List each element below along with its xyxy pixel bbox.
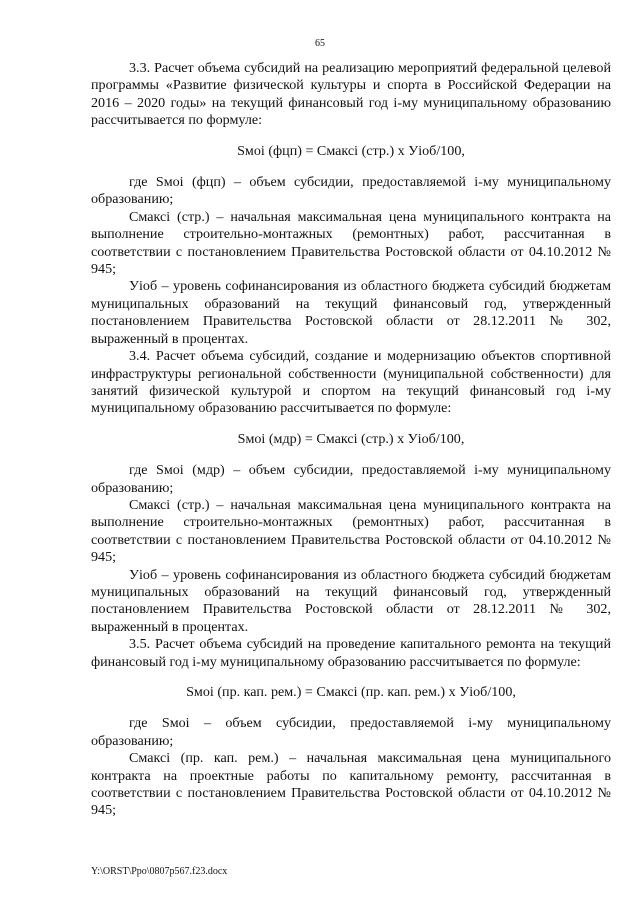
section-3-4-intro: 3.4. Расчет объема субсидий, создание и модернизацию объектов спортивной инфраструктуры региональной собственности (муниципальной собственности) для занятий физической культурой и спортом на текущий финансовый год i-му муниципальному образованию рассчитывается по формуле: — [91, 348, 611, 417]
definition-s-mdr: где Sмоі (мдр) – объем субсидии, предоставляемой i-му муниципальному образованию; — [91, 462, 611, 496]
definition-cmax-kap-rem: Смаксі (пр. кап. рем.) – начальная максимальная цена муниципального контракта на проектные работы по капитальному ремонту, рассчитанная в соответствии с постановлением Правительства Ростовской области от 04.10.2012 № 945; — [91, 750, 611, 819]
definition-cmax-mdr: Смаксі (стр.) – начальная максимальная цена муниципального контракта на выполнение строительно-монтажных (ремонтных) работ, рассчитанная в соответствии с постановлением Правительства Ростовской области от 04.10.2012 № 945; — [91, 496, 611, 566]
formula-kap-rem: Sмоі (пр. кап. рем.) = Смаксі (пр. кап. рем.) х Уіоб/100, — [186, 684, 516, 700]
definition-y-fcp: Уіоб – уровень софинансирования из областного бюджета субсидий бюджетам муниципальных образований на текущий финансовый год, утвержденный постановлением Правительства Ростовской области от 28.12.2011 № 302, выраженный в процентах. — [91, 278, 611, 347]
definition-s-fcp: где Sмоі (фцп) – объем субсидии, предоставляемой i-му муниципальному образованию; — [91, 174, 611, 208]
section-3-5-intro: 3.5. Расчет объема субсидий на проведение капитального ремонта на текущий финансовый год i-му муниципальному образованию рассчитывается по формуле: — [91, 636, 611, 670]
formula-fcp: Sмоі (фцп) = Смаксі (стр.) х Уіоб/100, — [237, 142, 465, 159]
definition-y-mdr: Уіоб – уровень софинансирования из областного бюджета субсидий бюджетам муниципальных образований на текущий финансовый год, утвержденный постановлением Правительства Ростовской области от 28.12.2011 № 302, выраженный в процентах. — [91, 566, 611, 635]
section-3-3-intro: 3.3. Расчет объема субсидий на реализацию мероприятий федеральной целевой программы «Развитие физической культуры и спорта в Российской Федерации на 2016 – 2020 годы» на текущий финансовый год i-му муниципальному образованию рассчитывается по формуле: — [91, 60, 611, 129]
formula-mdr: Sмоі (мдр) = Смаксі (стр.) х Уіоб/100, — [237, 430, 465, 447]
document-body — [91, 60, 611, 820]
page-number: 65 — [315, 38, 325, 49]
definition-s-kap-rem: где Sмоі – объем субсидии, предоставляемой i-му муниципальному образованию; — [91, 715, 611, 749]
definition-cmax-fcp: Смаксі (стр.) – начальная максимальная цена муниципального контракта на выполнение строительно-монтажных (ремонтных) работ, рассчитанная в соответствии с постановлением Правительства Ростовской области от 04.10.2012 № 945; — [91, 208, 611, 278]
file-path-footer: Y:\ORST\Ppo\0807p567.f23.docx — [91, 866, 228, 877]
